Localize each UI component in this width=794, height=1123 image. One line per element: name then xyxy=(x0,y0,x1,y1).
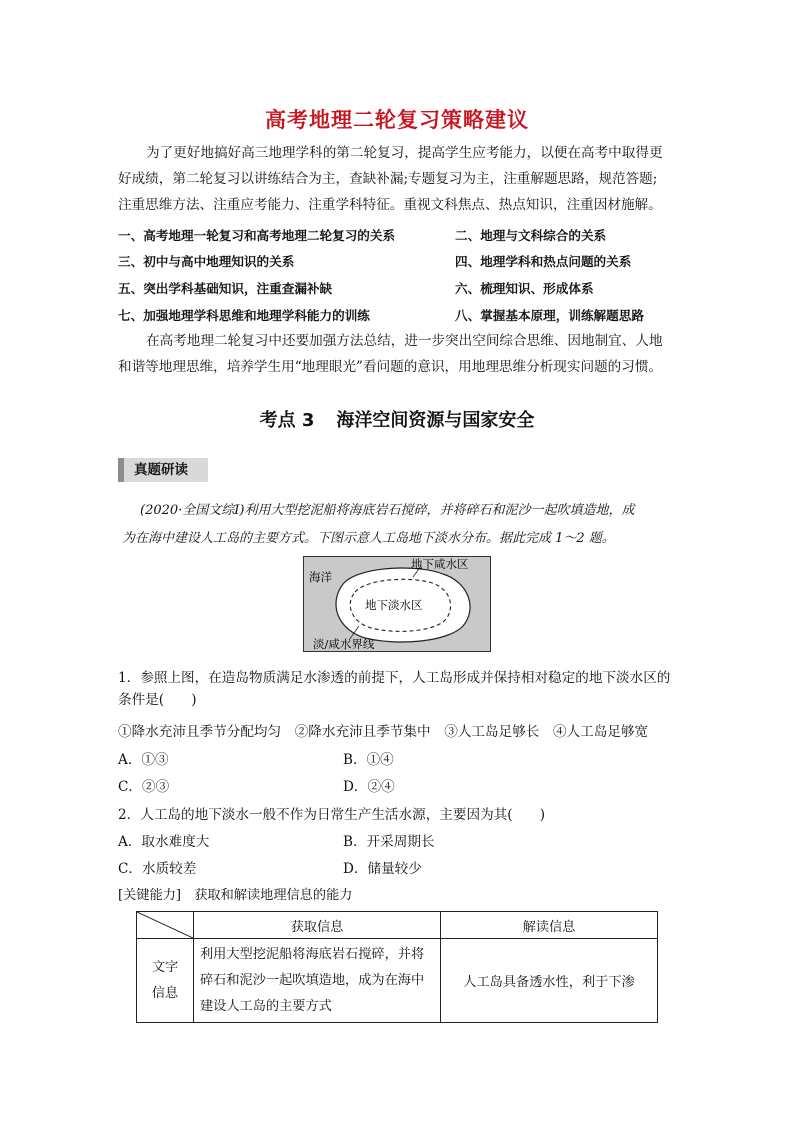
row-label-line-1: 文字 xyxy=(151,959,179,975)
section-title: 海洋空间资源与国家安全 xyxy=(336,410,535,431)
island-diagram xyxy=(303,556,491,652)
interpreted-info-cell: 人工岛具备透水性，利于下渗 xyxy=(441,939,658,1023)
point-3: 三、初中与高中地理知识的关系 xyxy=(118,254,295,269)
q2-option-b: B．开采周期长 xyxy=(343,834,435,850)
point-5: 五、突出学科基础知识，注重查漏补缺 xyxy=(118,281,333,296)
row-label xyxy=(137,939,194,1023)
page-title: 高考地理二轮复习策略建议 xyxy=(265,108,529,132)
section-heading xyxy=(0,406,794,432)
q1-line-2: 条件是( ) xyxy=(118,692,197,708)
q1-statements: ①降水充沛且季节分配均匀 ②降水充沛且季节集中 ③人工岛足够长 ④人工岛足够宽 xyxy=(118,724,649,740)
q1-line-1: 1．参照上图，在造岛物质满足水渗透的前提下，人工岛形成并保持相对稳定的地下淡水区的 xyxy=(118,670,671,686)
closing-line-1: 在高考地理二轮复习中还要加强方法总结，进一步突出空间综合思维、因地制宜、人地 xyxy=(146,333,663,349)
obtained-line-1: 利用大型挖泥船将海底岩石搅碎，并将 xyxy=(200,946,425,962)
table-row xyxy=(137,939,658,1023)
island-figure xyxy=(303,556,491,652)
table-header-col2: 解读信息 xyxy=(441,912,658,939)
table-header-row xyxy=(137,912,658,939)
info-table xyxy=(136,911,658,1023)
point-4: 四、地理学科和热点问题的关系 xyxy=(455,254,632,269)
label-saline: 地下咸水区 xyxy=(411,557,469,571)
intro-line-2: 好成绩，第二轮复习以讲练结合为主，查缺补漏;专题复习为主，注重解题思路，规范答题; xyxy=(118,171,658,187)
exam-line-1: (2020·全国文综Ⅰ)利用大型挖泥船将海底岩石搅碎，并将碎石和泥沙一起吹填造地，成 xyxy=(140,503,635,518)
closing-paragraph xyxy=(118,328,682,380)
q1-option-a: A．①③ xyxy=(118,752,169,768)
intro-line-1: 为了更好地搞好高三地理学科的第二轮复习，提高学生应考能力，以便在高考中取得更 xyxy=(146,145,663,161)
q1-option-d: D．②④ xyxy=(343,779,395,795)
q2-option-d: D．储量较少 xyxy=(343,861,422,877)
exam-stem xyxy=(122,497,685,553)
point-2: 二、地理与文科综合的关系 xyxy=(455,228,607,243)
label-fresh: 地下淡水区 xyxy=(365,598,423,612)
closing-line-2: 和谐等地理思维，培养学生用“地理眼光”看问题的意识，用地理思维分析现实问题的习惯。 xyxy=(118,359,663,375)
table-header-col1: 获取信息 xyxy=(194,912,441,939)
row-label-line-2: 信息 xyxy=(151,985,179,1001)
obtained-info-cell xyxy=(194,939,441,1023)
question-2-stem: 2．人工岛的地下淡水一般不作为日常生产生活水源，主要因为其( ) xyxy=(118,807,546,823)
obtained-line-3: 建设人工岛的主要方式 xyxy=(200,998,332,1014)
key-ability: [关键能力] 获取和解读地理信息的能力 xyxy=(118,888,353,903)
table-corner-cell xyxy=(137,912,194,939)
q1-option-b: B．①④ xyxy=(343,752,394,768)
intro-paragraph xyxy=(118,140,682,218)
point-6: 六、梳理知识、形成体系 xyxy=(455,281,594,296)
intro-line-3: 注重思维方法、注重应考能力、注重学科特征。重视文科焦点、热点知识，注重因材施解。 xyxy=(118,197,662,213)
section-label: 考点 3 xyxy=(259,410,315,431)
q2-option-c: C．水质较差 xyxy=(118,861,197,877)
obtained-line-2: 碎石和泥沙一起吹填造地，成为在海中 xyxy=(200,972,425,988)
point-1: 一、高考地理一轮复习和高考地理二轮复习的关系 xyxy=(118,228,396,243)
q2-option-a: A．取水难度大 xyxy=(118,834,210,850)
section-tag: 真题研读 xyxy=(118,458,208,482)
point-7: 七、加强地理学科思维和地理学科能力的训练 xyxy=(118,308,370,323)
diagonal-line xyxy=(137,912,193,938)
label-boundary: 淡/咸水界线 xyxy=(313,637,375,651)
point-8: 八、掌握基本原理，训练解题思路 xyxy=(455,308,644,323)
q1-option-c: C．②③ xyxy=(118,779,170,795)
exam-line-2: 为在海中建设人工岛的主要方式。下图示意人工岛地下淡水分布。据此完成 1～2 题。 xyxy=(122,531,615,546)
question-1-stem xyxy=(118,667,684,711)
label-sea: 海洋 xyxy=(309,570,332,584)
